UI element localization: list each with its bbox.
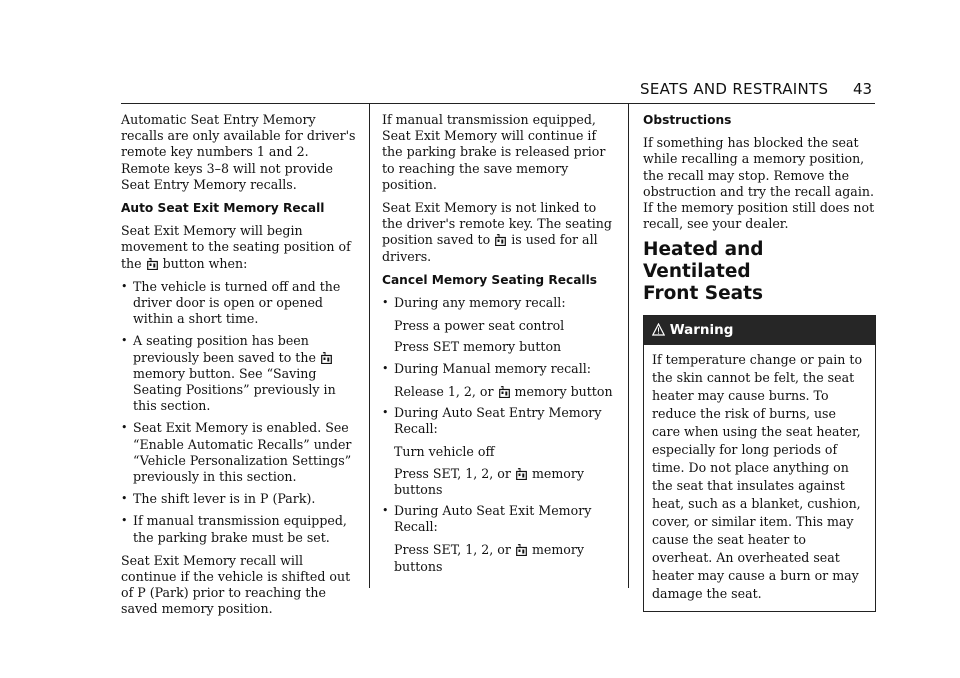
sub-step: Press SET, 1, 2, or memory buttons: [394, 465, 584, 497]
cancel-recalls-heading: Cancel Memory Seating Recalls: [382, 272, 598, 287]
memory-button-icon: [321, 352, 332, 364]
warning-triangle-icon: [652, 323, 665, 336]
list-item: • Seat Exit Memory is enabled. See “Enable Automatic Recalls” under “Vehicle Personalization Settings” previously in this section.: [121, 420, 357, 485]
cancel-recalls-list: [382, 295, 618, 311]
cancel-recalls-list-4: [382, 503, 618, 535]
memory-button-icon: [147, 258, 158, 270]
list-item: • During Auto Seat Exit Memory Recall:: [382, 503, 618, 535]
list-item: • During Manual memory recall:: [382, 361, 618, 377]
remote-key-paragraph: Seat Exit Memory is not linked to the driver's remote key. The seating position saved to is used for all drivers.: [382, 200, 612, 264]
obstructions-paragraph: If something has blocked the seat while recalling a memory position, the recall may stop. Remove the obstruction and try the recall again. If the memory position still does not recall, see your dealer.: [643, 135, 875, 232]
manual-transmission-paragraph: If manual transmission equipped, Seat Exit Memory will continue if the parking brake is released prior to reaching the save memory position.: [382, 112, 606, 192]
warning-box: [643, 315, 876, 611]
memory-button-icon: [516, 544, 527, 556]
column-2: [382, 112, 618, 580]
list-item: • A seating position has been previously been saved to the memory button. See “Saving Seating Positions” previously in this section.: [121, 333, 357, 414]
warning-text: If temperature change or pain to the skin cannot be felt, the seat heater may cause burns. To reduce the risk of burns, use care when using the seat heater, especially for long periods of time. Do not place anything on the seat that insulates against heat, such as a blanket, cushion, cover, or similar item. This may cause the seat heater to overheat. An overheated seat heater may cause a burn or may damage the seat.: [652, 351, 863, 601]
list-item: • During Auto Seat Entry Memory Recall:: [382, 405, 618, 437]
column-1: [121, 112, 357, 625]
column-divider-2: [628, 104, 629, 588]
exit-conditions-list: [121, 279, 357, 546]
list-item: • The vehicle is turned off and the driver door is open or opened within a short time.: [121, 279, 357, 328]
warning-header: [644, 316, 875, 344]
sub-step: Press SET, 1, 2, or memory buttons: [394, 542, 584, 574]
list-item: • The shift lever is in P (Park).: [121, 491, 357, 507]
obstructions-heading: Obstructions: [643, 113, 732, 127]
memory-button-icon: [499, 386, 510, 398]
warning-label: Warning: [669, 322, 734, 339]
page-header: [0, 80, 960, 100]
column-3: [643, 112, 876, 612]
auto-exit-heading: Auto Seat Exit Memory Recall: [121, 201, 325, 216]
memory-button-icon: [516, 468, 527, 480]
section-heading: Heated and Ventilated Front Seats: [643, 239, 764, 305]
intro-paragraph: Automatic Seat Entry Memory recalls are only available for driver's remote key numbers 1 and 2. Remote keys 3–8 will not provide Seat Entry Memory recalls.: [121, 112, 356, 192]
sub-step: Press a power seat control: [394, 318, 565, 334]
section-title: SEATS AND RESTRAINTS: [640, 80, 829, 98]
sub-step: Release 1, 2, or memory button: [394, 383, 613, 399]
exit-memory-paragraph: Seat Exit Memory will begin movement to the seating position of the button when:: [121, 223, 351, 271]
header-rule: [121, 103, 875, 104]
list-item: • If manual transmission equipped, the parking brake must be set.: [121, 513, 357, 545]
column-divider-1: [369, 104, 370, 588]
closing-paragraph: Seat Exit Memory recall will continue if the vehicle is shifted out of P (Park) prior to reaching the saved memory position.: [121, 552, 351, 617]
cancel-recalls-list-3: [382, 405, 618, 437]
page-number: 43: [853, 80, 873, 98]
sub-step: Turn vehicle off: [394, 444, 495, 460]
list-item: • During any memory recall:: [382, 295, 618, 311]
cancel-recalls-list-2: [382, 361, 618, 377]
memory-button-icon: [495, 234, 506, 246]
sub-step: Press SET memory button: [394, 339, 562, 355]
